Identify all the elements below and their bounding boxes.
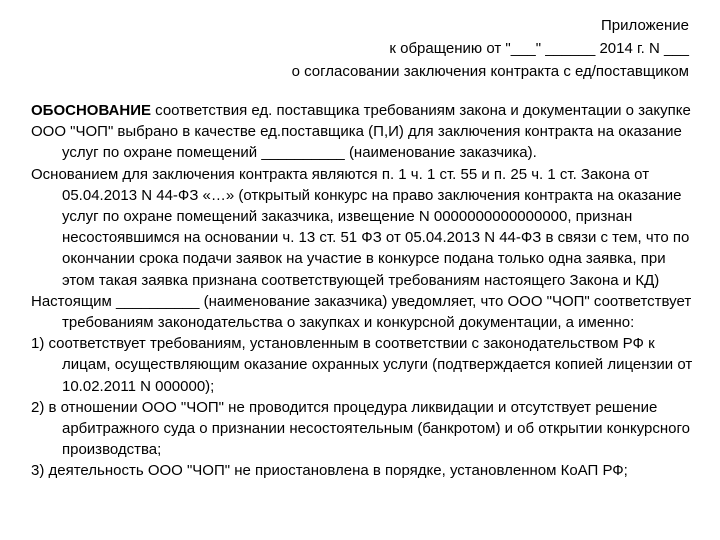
- appendix-header: [292, 14, 689, 83]
- list-item-3: 3) деятельность ООО "ЧОП" не приостановлена в порядке, установленном КоАП РФ;: [31, 462, 628, 480]
- paragraph-supplier-choice: ООО "ЧОП" выбрано в качестве ед.поставщика (П,И) для заключения контракта на оказание услуг по охране помещений __________ (наименование заказчика).: [31, 123, 682, 162]
- paragraph-legal-basis: Основанием для заключения контракта являются п. 1 ч. 1 ст. 55 и п. 25 ч. 1 ст. Закона от 05.04.2013 N 44-ФЗ «…» (открытый конкурс на право заключения контракта на оказание услуг по охране помещений заказчика, извещение N 0000000000000000, признан несостоявшимся на основании ч. 13 ст. 51 ФЗ от 05.04.2013 N 44-ФЗ в связи с тем, что по окончании срока подачи заявок на участие в конкурсе подана только одна заявка, при этом такая заявка признана соответствующей требованиям настоящего Закона и КД): [31, 165, 690, 289]
- paragraph-notification: Настоящим __________ (наименование заказчика) уведомляет, что ООО "ЧОП" соответствует требованиям законодательства о закупках и конкурсной документации, а именно:: [31, 292, 692, 332]
- appendix-reference: к обращению от "___" ______ 2014 г. N ___: [389, 40, 689, 57]
- document-body: [31, 100, 695, 482]
- appendix-subject: о согласовании заключения контракта с ед/поставщиком: [291, 63, 689, 80]
- document-title: [31, 100, 695, 121]
- list-item-1: 1) соответствует требованиям, установленным в соответствии с законодательством РФ к лицам, осуществляющим оказание охранных услуги (подтверждается копией лицензии от 10.02.2011 N 000000);: [31, 335, 693, 395]
- title-keyword: ОБОСНОВАНИЕ: [31, 102, 151, 119]
- title-rest: соответствия ед. поставщика требованиям закона и документации о закупке: [151, 102, 691, 119]
- appendix-title: Приложение: [601, 17, 689, 34]
- list-item-2: 2) в отношении ООО "ЧОП" не проводится процедура ликвидации и отсутствует решение арбитражного суда о признании несостоятельным (банкротом) и об открытии конкурсного производства;: [31, 398, 691, 459]
